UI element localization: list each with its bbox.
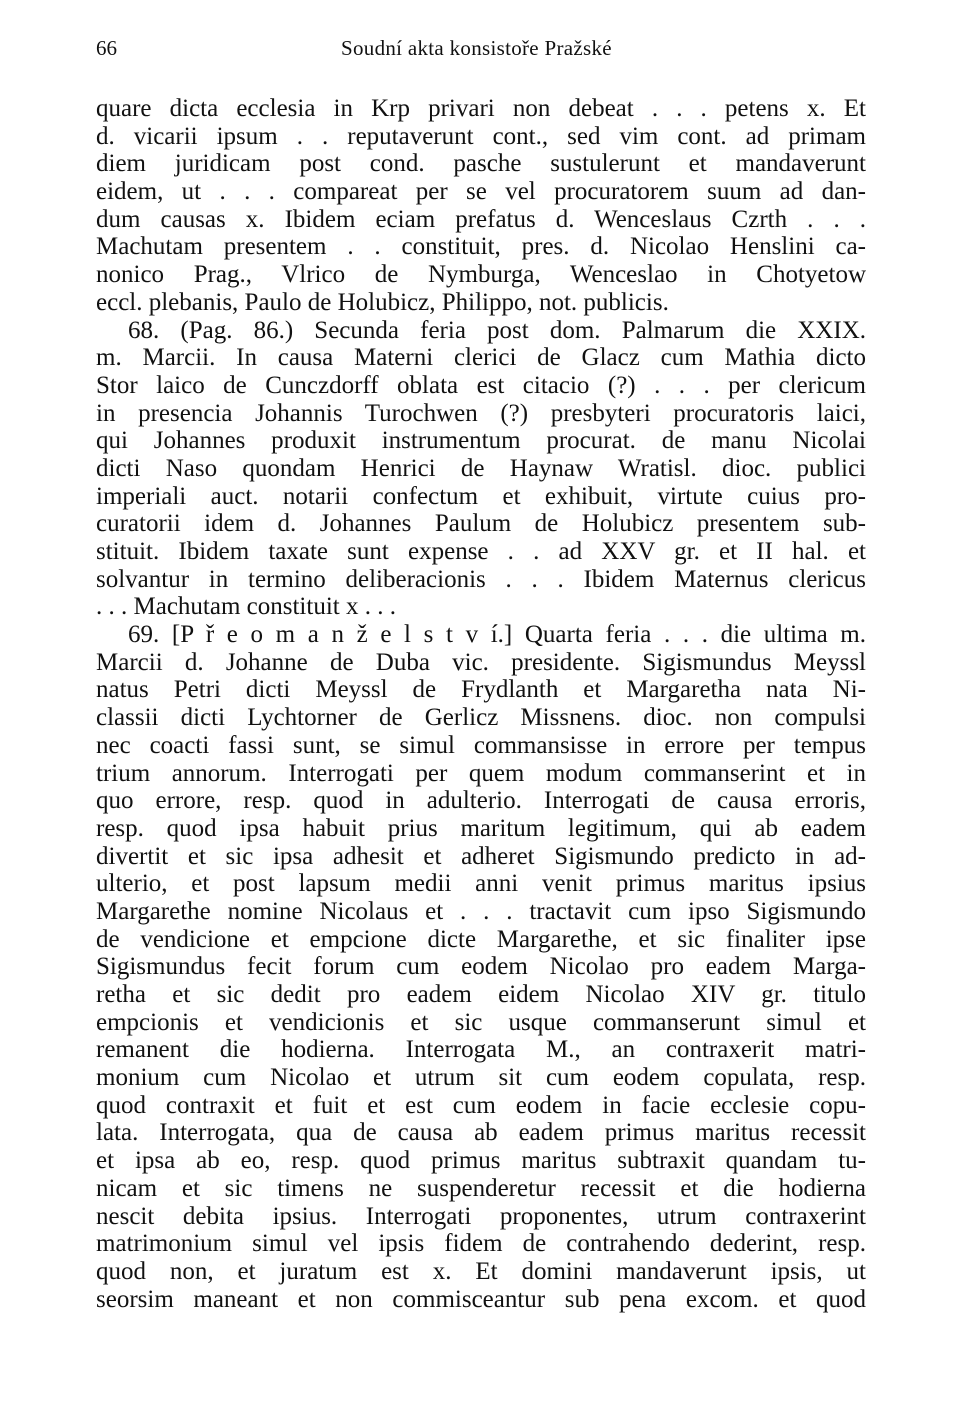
running-header <box>96 36 866 66</box>
text-line: et ipsa ab eo, resp. quod primus maritus subtraxit quandam tu- <box>96 1147 866 1175</box>
text-line: retha et sic dedit pro eadem eidem Nicolao XIV gr. titulo <box>96 981 866 1008</box>
text-line: 69. [P ř e o m a n ž e l s t v í.] Quarta feria . . . die ultima m. <box>128 621 866 649</box>
text-line: diem juridicam post cond. pasche sustulerunt et mandaverunt <box>96 150 866 178</box>
text-line: imperiali auct. notarii confectum et exhibuit, virtute cuius pro- <box>96 482 866 510</box>
text-line: de vendicione et empcione dicte Margarethe, et sic finaliter ipse <box>96 925 866 953</box>
text-line: seorsim maneant et non commisceantur sub pena excom. et quod <box>96 1285 866 1313</box>
text-line: quo errore, resp. quod in adulterio. Interrogati de causa erroris, <box>96 787 866 815</box>
text-line: matrimonium simul vel ipsis fidem de contrahendo dederint, resp. <box>96 1230 866 1258</box>
text-line: curatorii idem d. Johannes Paulum de Holubicz presentem sub- <box>96 510 866 538</box>
text-line: trium annorum. Interrogati per quem modum commanserint et in <box>96 759 866 787</box>
text-line: ulterio, et post lapsum medii anni venit primus maritus ipsius <box>96 870 866 898</box>
text-line: m. Marcii. In causa Materni clerici de Glacz cum Mathia dicto <box>96 344 866 372</box>
text-line: divertit et sic ipsa adhesit et adheret Sigismundo predicto in ad- <box>96 842 866 870</box>
text-line: Margarethe nomine Nicolaus et . . . tractavit cum ipso Sigismundo <box>96 897 866 925</box>
text-line: empcionis et vendicionis et sic usque commanserunt simul et <box>96 1008 866 1036</box>
text-line: solvantur in termino deliberacionis . . . Ibidem Maternus clericus <box>96 565 866 593</box>
text-line: monium cum Nicolao et utrum sit cum eodem copulata, resp. <box>96 1064 866 1092</box>
text-line: eccl. plebanis, Paulo de Holubicz, Philippo, not. publicis. <box>96 288 669 316</box>
text-line: lata. Interrogata, qua de causa ab eadem primus maritus recessit <box>96 1119 866 1147</box>
text-line: eidem, ut . . . compareat per se vel procuratorem suum ad dan- <box>96 178 866 206</box>
text-line: Marcii d. Johanne de Duba vic. presidente. Sigismundus Meyssl <box>96 648 866 676</box>
text-line: quare dicta ecclesia in Krp privari non debeat . . . petens x. Et <box>96 95 866 122</box>
text-line: 68. (Pag. 86.) Secunda feria post dom. Palmarum die XXIX. <box>128 316 866 344</box>
text-line: natus Petri dicti Meyssl de Frydlanth et Margaretha nata Ni- <box>96 676 866 704</box>
text-line: Machutam presentem . . constituit, pres. d. Nicolao Henslini ca- <box>96 233 866 261</box>
text-line: nec coacti fassi sunt, se simul commansisse in errore per tempus <box>96 731 866 759</box>
text-line: qui Johannes produxit instrumentum procurat. de manu Nicolai <box>96 427 866 455</box>
text-line: nonico Prag., Vlrico de Nymburga, Wenceslao in Chotyetow <box>96 261 866 289</box>
text-line: classii dicti Lychtorner de Gerlicz Missnens. dioc. non compulsi <box>96 704 866 732</box>
text-line: remanent die hodierna. Interrogata M., an contraxerit matri- <box>96 1036 866 1064</box>
page-number: 66 <box>96 36 117 60</box>
body-text <box>96 95 866 1313</box>
text-line: quod contraxit et fuit et est cum eodem in facie ecclesie copu- <box>96 1091 866 1119</box>
text-line: Sigismundus fecit forum cum eodem Nicolao pro eadem Marga- <box>96 953 866 981</box>
text-line: in presencia Johannis Turochwen (?) presbyteri procuratoris laici, <box>96 399 866 427</box>
text-line: nicam et sic timens ne suspenderetur recessit et die hodierna <box>96 1174 866 1202</box>
running-title: Soudní akta konsistoře Pražské <box>341 36 612 60</box>
text-line: nescit debita ipsius. Interrogati proponentes, utrum contraxerint <box>96 1202 866 1230</box>
text-line: dicti Naso quondam Henrici de Haynaw Wratisl. dioc. publici <box>96 454 866 482</box>
text-line: d. vicarii ipsum . . reputaverunt cont., sed vim cont. ad primam <box>96 122 866 150</box>
text-line: quod non, et juratum est x. Et domini mandaverunt ipsis, ut <box>96 1257 866 1285</box>
text-line: stituit. Ibidem taxate sunt expense . . ad XXV gr. et II hal. et <box>96 538 866 565</box>
text-line: resp. quod ipsa habuit prius maritum legitimum, qui ab eadem <box>96 814 866 842</box>
text-line: dum causas x. Ibidem eciam prefatus d. Wenceslaus Czrth . . . <box>96 205 866 233</box>
text-line: Stor laico de Cunczdorff oblata est citacio (?) . . . per clericum <box>96 371 866 399</box>
text-line: . . . Machutam constituit x . . . <box>96 593 396 621</box>
